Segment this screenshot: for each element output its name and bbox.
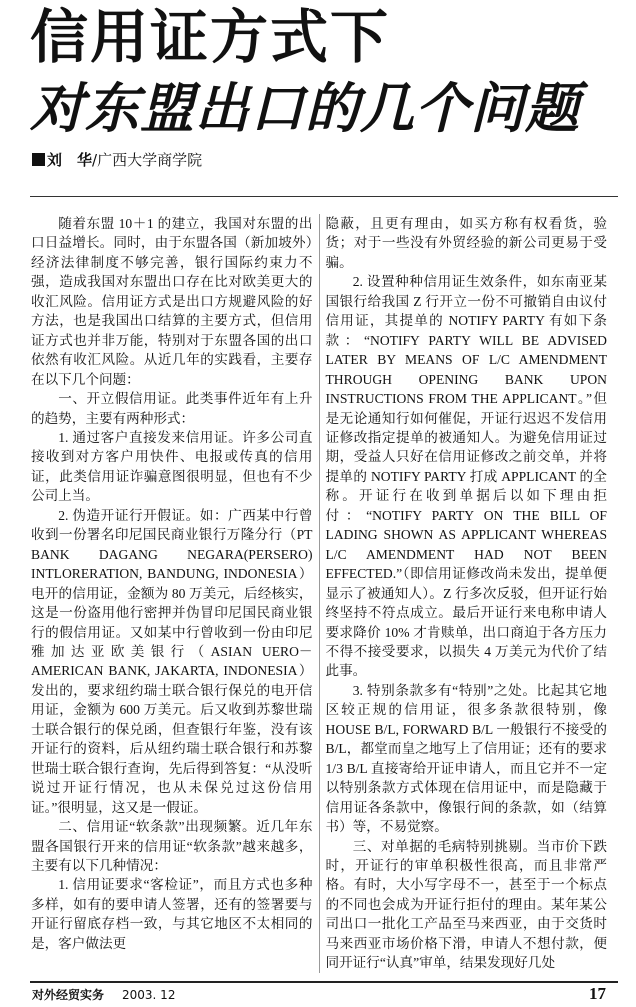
- footer-journal: [32, 988, 175, 1002]
- section-heading-paragraph: 三、对单据的毛病特别挑剔。当市价下跌时，开证行的审单积极性很高，而且非常严格。有时，大小写字母不一，甚至于一个标点的不同也会成为开证行拒付的理由。某年某公司出口一批化工产品至马来西亚，由于交货时马来西亚市场价格下滑，申请人不想付款，便同开证行“认真”审单，结果发现好几处: [325, 838, 607, 971]
- paragraph: 3. 特别条款多有“特别”之处。比起其它地区较正规的信用证，很多条款很特别，像 HOUSE B/L, FORWARD B/L 一般银行不接受的 B/L，都堂而皇之地写上了信用证；还有的要求 1/3 B/L 直接寄给开证申请人，而且它并不一定以特别条款方式体现在信用证中，而是隐藏于信用证各条款中，像银行间的条款，如（结算书）等，不易觉察。: [325, 682, 607, 835]
- article-body: [31, 214, 607, 973]
- journal-name: 对外经贸实务: [32, 987, 105, 1002]
- article-title-line-2: 对东盟出口的几个问题: [30, 76, 580, 140]
- header-divider: [30, 196, 618, 197]
- section-heading-paragraph: 二、信用证“软条款”出现频繁。近几年东盟各国银行开来的信用证“软条款”越来越多，主要有以下几种情况：: [31, 819, 313, 873]
- article-header: [0, 0, 636, 206]
- author-affiliation: /广西大学商学院: [92, 151, 203, 169]
- article-title-line-1: 信用证方式下: [30, 3, 391, 71]
- byline: [32, 150, 202, 170]
- paragraph: 1. 通过客户直接发来信用证。许多公司直接收到对方客户用快件、电报或传真的信用证，此类信用证诈骗意图很明显，但也有不少公司上当。: [31, 429, 313, 504]
- paragraph: 1. 信用证要求“客检证”，而且方式也多种多样，如有的要申请人签署，还有的签署要与开证行留底存档一致，与其它地区不太相同的是，客户做法更: [31, 877, 313, 951]
- paragraph-continued: 隐蔽，且更有理由，如买方称有权看货，验货；对于一些没有外贸经验的新公司更易于受骗。: [325, 216, 607, 270]
- section-heading-paragraph: 一、开立假信用证。此类事件近年有上升的趋势，主要有两种形式：: [31, 391, 313, 426]
- paragraph: 2. 设置种种信用证生效条件，如东南亚某国银行给我国 Z 行开立一份不可撤销自由议付信用证，其提单的 NOTIFY PARTY 有如下条款：“NOTIFY PARTY WILL BE ADVISED LATER BY MEANS OF L/C AMENDMENT THROUGH OPENING BANK UPON INSTRUCTIONS FROM THE APPLICANT。”但是无论通知行如何催促，开证行迟迟不发信用证修改指定提单的被通知人。为避免信用证过期，受益人只好在信用证修改之前交单，并将提单的 NOTIFY PARTY 打成 APPLICANT 的全称。开证行在收到单据后以如下理由拒付：“NOTIFY PARTY ON THE BILL OF LADING SHOWN AS APPLICANT WHEREAS L/C AMENDMENT HAD NOT BEEN EFFECTED.”（即信用证修改尚未发出，提单便显示了被通知人）。Z 行多次反驳，但开证行始终坚持不符点成立。最后开证行来电称申请人要求降价 10% 才肯赎单，出口商迫于各方压力不得不接受要求，以损失 4 万美元为代价了结此事。: [325, 274, 607, 679]
- paragraph: 随着东盟 10＋1 的建立，我国对东盟的出口日益增长。同时，由于东盟各国（新加坡外）经济法律制度不够完善，银行国际约束力不强，造成我国对东盟出口存在比对欧美更大的收汇风险。信用证方式是出口方规避风险的好方法，也是我国出口结算的主要方式，但信用证方式也并非万能，特别对于东盟各国的出口依然有收汇风险。从近几年的实践看，主要存在以下几个问题：: [31, 216, 313, 387]
- journal-issue: 2003. 12: [122, 987, 176, 1002]
- page-number: 17: [589, 983, 606, 1003]
- right-column: [319, 214, 608, 973]
- author-name: 刘 华: [47, 151, 93, 169]
- left-column: [31, 214, 313, 953]
- square-bullet-icon: [32, 153, 45, 166]
- page-footer: [30, 981, 618, 1007]
- paragraph: 2. 伪造开证行开假证。如：广西某中行曾收到一份署名印尼国民商业银行万隆分行（PT BANK DAGANG NEGARA(PERSERO) INTLORERATION, BANDUNG, INDONESIA）电开的信用证，金额为 80 万美元，后经核实，这是一份盗用他行密押并伪冒印尼国民商业银行的假信用证。又如某中行曾收到一份由印尼雅加达亚欧美银行（ASIAN UERO－AMERICAN BANK, JAKARTA, INDONESIA）发出的，要求纽约瑞士联合银行保兑的电开信用证，金额为 600 万美元。后又收到苏黎世瑞士联合银行的保兑函，但查银行年鉴，没有该开证行的资料，后从纽约瑞士联合银行和苏黎世瑞士联合银行查询，先后得到答复：“从没听说过开证行情况，也从未保兑过这份信用证。”很明显，这又是一假证。: [31, 507, 313, 815]
